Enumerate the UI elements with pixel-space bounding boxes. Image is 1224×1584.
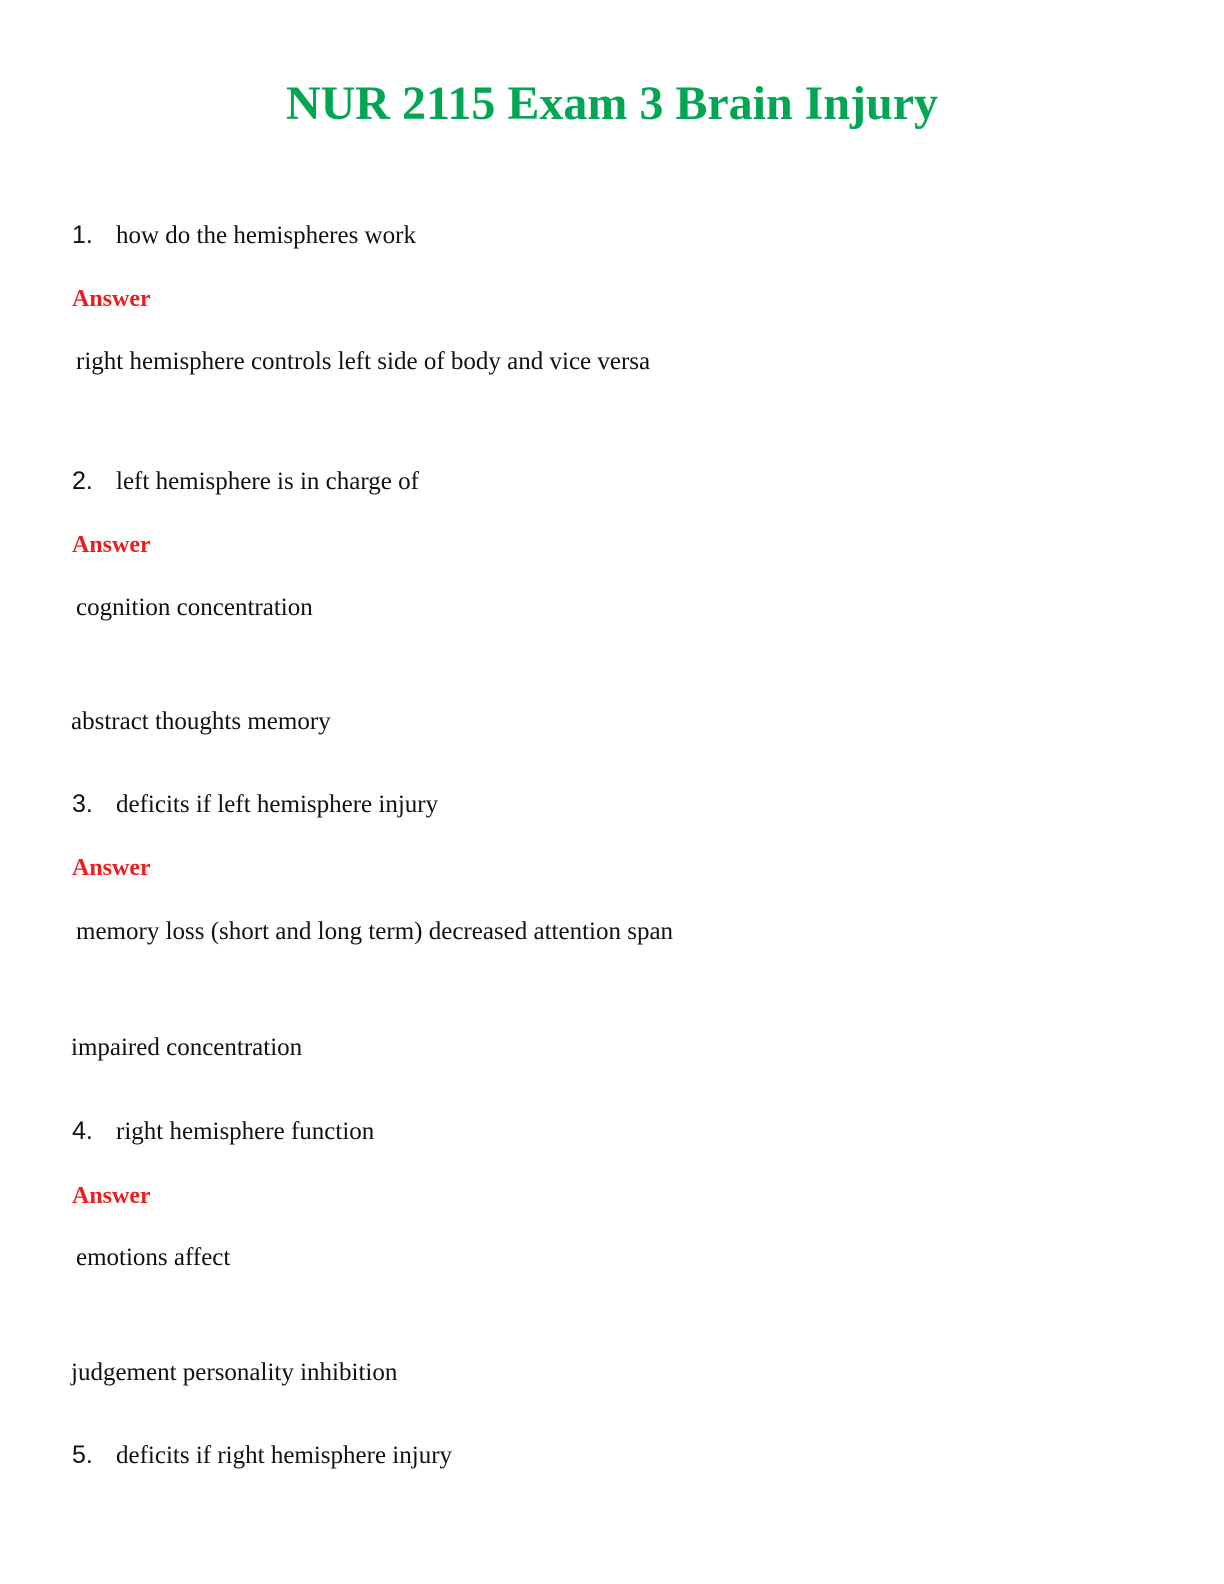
question-text: left hemisphere is in charge of xyxy=(116,468,419,495)
question-number: 3. xyxy=(72,790,93,818)
answer-text: right hemisphere controls left side of body and vice versa xyxy=(76,348,651,375)
question-item xyxy=(72,1438,452,1472)
answer-label: Answer xyxy=(72,532,151,558)
question-number: 4. xyxy=(72,1117,93,1145)
answer-label: Answer xyxy=(72,1183,151,1209)
question-text: right hemisphere function xyxy=(116,1118,375,1145)
question-number: 2. xyxy=(72,467,93,495)
question-text: deficits if right hemisphere injury xyxy=(116,1442,453,1469)
answer-text: judgement personality inhibition xyxy=(71,1359,398,1386)
question-item xyxy=(72,787,438,821)
answer-text: emotions affect xyxy=(76,1244,231,1271)
answer-text: abstract thoughts memory xyxy=(71,708,331,735)
answer-text: memory loss (short and long term) decreased attention span xyxy=(76,918,674,945)
question-item xyxy=(72,218,416,252)
question-item xyxy=(72,464,419,498)
question-text: how do the hemispheres work xyxy=(116,222,416,249)
question-number: 5. xyxy=(72,1441,93,1469)
answer-label: Answer xyxy=(72,286,151,312)
question-text: deficits if left hemisphere injury xyxy=(116,791,439,818)
answer-label: Answer xyxy=(72,855,151,881)
question-number: 1. xyxy=(72,221,93,249)
page-title: NUR 2115 Exam 3 Brain Injury xyxy=(285,77,939,130)
answer-text: cognition concentration xyxy=(76,594,313,621)
answer-text: impaired concentration xyxy=(71,1034,303,1061)
question-item xyxy=(72,1114,374,1148)
